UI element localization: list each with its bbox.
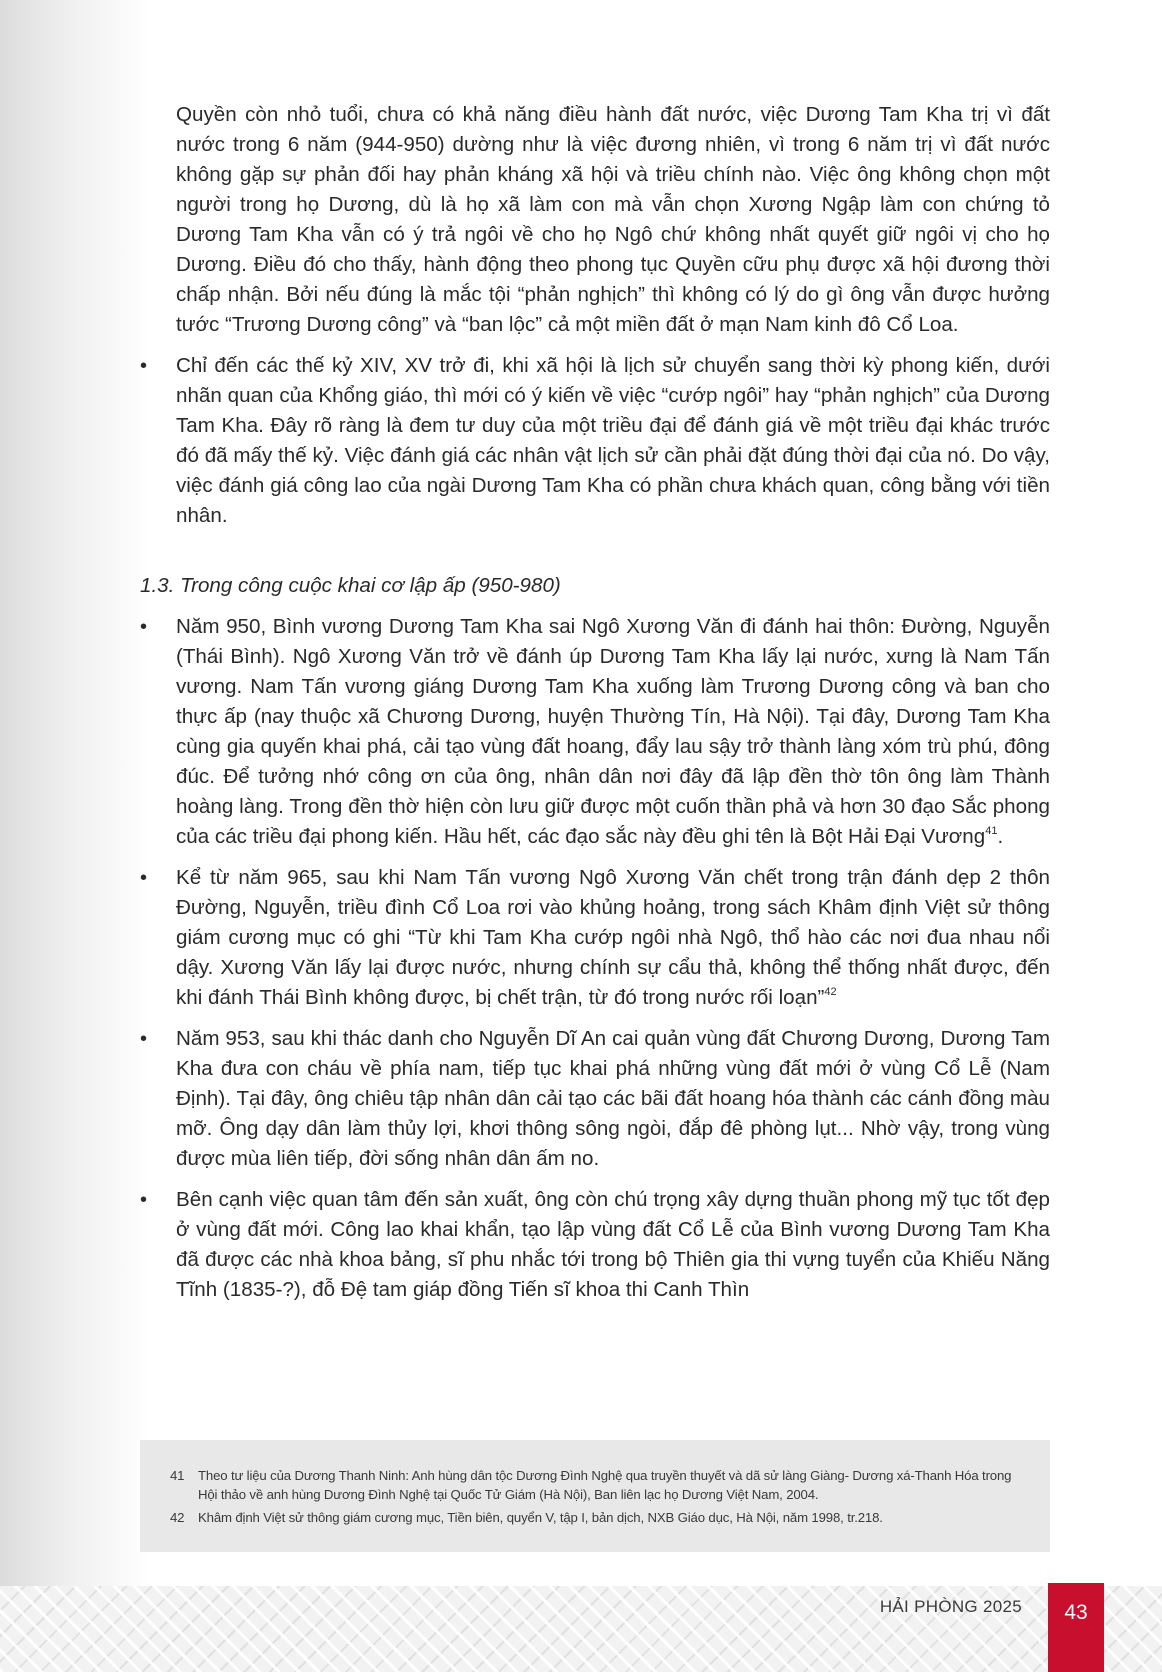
bullet-list-b xyxy=(140,612,1050,1305)
bullet-icon: • xyxy=(140,355,148,377)
page-number: 43 xyxy=(1048,1583,1104,1672)
intro-paragraph: Quyền còn nhỏ tuổi, chưa có khả năng điều hành đất nước, việc Dương Tam Kha trị vì đất nước trong 6 năm (944-950) dường như là việc đương nhiên, vì trong 6 năm trị vì đất nước không gặp sự phản đối hay phản kháng xã hội và triều chính nào. Việc ông không chọn một người trong họ Dương, dù là họ xã làm con mà vẫn chọn Xương Ngập làm con chứng tỏ Dương Tam Kha vẫn có ý trả ngôi về cho họ Ngô chứ không nhất quyết giữ ngôi vị cho họ Dương. Điều đó cho thấy, hành động theo phong tục Quyền cữu phụ được xã hội đương thời chấp nhận. Bởi nếu đúng là mắc tội “phản nghịch” thì không có lý do gì ông vẫn được hưởng tước “Trương Dương công” và “ban lộc” cả một miền đất ở mạn Nam kinh đô Cổ Loa. xyxy=(176,103,1050,336)
list-item-text: Chỉ đến các thế kỷ XIV, XV trở đi, khi xã hội là lịch sử chuyển sang thời kỳ phong kiến, dưới nhãn quan của Khổng giáo, thì mới có ý kiến về việc “cướp ngôi” hay “phản nghịch” của Dương Tam Kha. Đây rõ ràng là đem tư duy của một triều đại để đánh giá về một triều đại khác trước đó đã mấy thế kỷ. Việc đánh giá các nhân vật lịch sử cần phải đặt đúng thời đại của nó. Do vậy, việc đánh giá công lao của ngài Dương Tam Kha có phần chưa khách quan, công bằng với tiền nhân. xyxy=(176,354,1050,527)
running-footer-title: HẢI PHÒNG 2025 xyxy=(879,1597,1022,1616)
footnote-number: 41 xyxy=(170,1468,185,1483)
footnote-ref-42[interactable]: 42 xyxy=(824,986,837,998)
footnote-ref-41[interactable]: 41 xyxy=(985,825,998,837)
list-item xyxy=(140,351,1050,531)
footnote-41 xyxy=(170,1466,1024,1504)
list-item-text: Năm 953, sau khi thác danh cho Nguyễn Dĩ An cai quản vùng đất Chương Dương, Dương Tam Kha đưa con cháu về phía nam, tiếp tục khai phá những vùng đất mới ở vùng Cổ Lễ (Nam Định). Tại đây, ông chiêu tập nhân dân cải tạo các bãi đất hoang hóa thành các cánh đồng màu mỡ. Ông dạy dân làm thủy lợi, khơi thông sông ngòi, đắp đê phòng lụt... Nhờ vậy, trong vùng được mùa liên tiếp, đời sống nhân dân ấm no. xyxy=(176,1027,1050,1170)
bullet-icon: • xyxy=(140,1028,148,1050)
list-item-text: Năm 950, Bình vương Dương Tam Kha sai Ngô Xương Văn đi đánh hai thôn: Đường, Nguyễn (Thái Bình). Ngô Xương Văn trở về đánh úp Dương Tam Kha lấy lại nước, xưng là Nam Tấn vương. Nam Tấn vương giáng Dương Tam Kha xuống làm Trương Dương công và ban cho thực ấp (nay thuộc xã Chương Dương, huyện Thường Tín, Hà Nội). Tại đây, Dương Tam Kha cùng gia quyến khai phá, cải tạo vùng đất hoang, đẩy lau sậy trở thành làng xóm trù phú, đông đúc. Để tưởng nhớ công ơn của ông, nhân dân nơi đây đã lập đền thờ tôn ông làm Thành hoàng làng. Trong đền thờ hiện còn lưu giữ được một cuốn thần phả và hơn 30 đạo Sắc phong của các triều đại phong kiến. Hầu hết, các đạo sắc này đều ghi tên là Bột Hải Đại Vương xyxy=(176,615,1050,848)
list-item xyxy=(140,612,1050,852)
footnote-42 xyxy=(170,1508,1024,1527)
list-item-text: Kể từ năm 965, sau khi Nam Tấn vương Ngô Xương Văn chết trong trận đánh dẹp 2 thôn Đường, Nguyễn, triều đình Cổ Loa rơi vào khủng hoảng, trong sách Khâm định Việt sử thông giám cương mục có ghi “Từ khi Tam Kha cướp ngôi nhà Ngô, thổ hào các nơi đua nhau nổi dậy. Xương Văn lấy lại được nước, nhưng chính sự cẩu thả, không thể thống nhất được, đến khi đánh Thái Bình không được, bị chết trận, từ đó trong nước rối loạn” xyxy=(176,866,1050,1009)
list-item-tail: . xyxy=(997,825,1004,848)
list-item-text: Bên cạnh việc quan tâm đến sản xuất, ông còn chú trọng xây dựng thuần phong mỹ tục tốt đẹp ở vùng đất mới. Công lao khai khẩn, tạo lập vùng đất Cổ Lễ của Bình vương Dương Tam Kha đã được các nhà khoa bảng, sĩ phu nhắc tới trong bộ Thiên gia thi vựng tuyển của Khiếu Năng Tĩnh (1835-?), đỗ Đệ tam giáp đồng Tiến sĩ khoa thi Canh Thìn xyxy=(176,1188,1050,1301)
page-body xyxy=(140,100,1050,1305)
footnote-text: Theo tư liệu của Dương Thanh Ninh: Anh hùng dân tộc Dương Đình Nghệ qua truyền thuyết và dã sử làng Giàng- Dương xá-Thanh Hóa trong Hội thảo về anh hùng Dương Đình Nghệ tại Quốc Tử Giám (Hà Nội), Ban liên lạc họ Dương Việt Nam, 2004. xyxy=(198,1468,1012,1502)
list-item xyxy=(140,863,1050,1013)
list-item xyxy=(140,1024,1050,1174)
bullet-icon: • xyxy=(140,616,148,638)
footnote-text: Khâm định Việt sử thông giám cương mục, Tiền biên, quyển V, tập I, bản dịch, NXB Giáo dục, Hà Nội, năm 1998, tr.218. xyxy=(198,1510,883,1525)
footnotes-panel xyxy=(140,1440,1050,1552)
footnote-list xyxy=(170,1466,1024,1531)
bullet-icon: • xyxy=(140,867,148,889)
footnote-number: 42 xyxy=(170,1510,185,1525)
section-heading: 1.3. Trong công cuộc khai cơ lập ấp (950-980) xyxy=(140,574,561,597)
bullet-icon: • xyxy=(140,1189,148,1211)
list-item xyxy=(140,1185,1050,1305)
bullet-list-a xyxy=(140,351,1050,531)
left-margin-shading xyxy=(0,0,150,1672)
